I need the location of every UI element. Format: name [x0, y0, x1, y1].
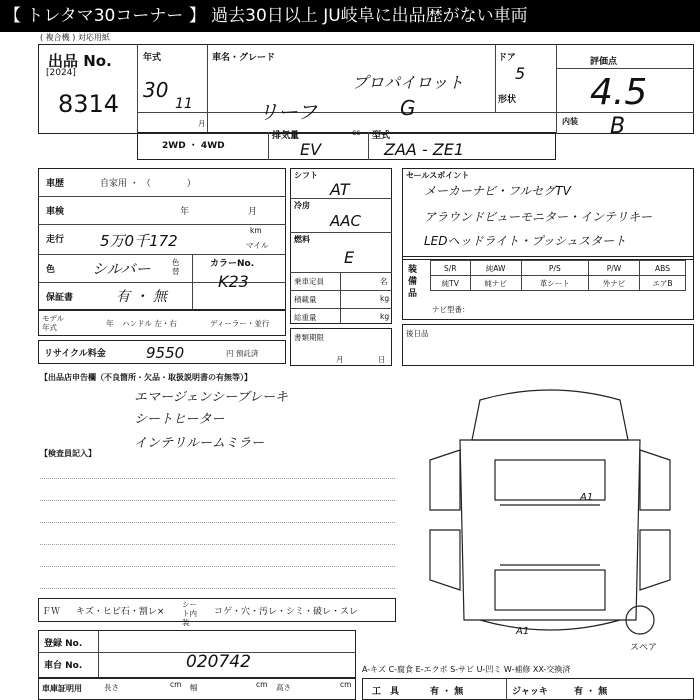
- lot-label: 出品 No.: [48, 52, 112, 70]
- dealer-label: ディーラー・並行: [210, 319, 270, 328]
- recycle-value: 9550: [146, 344, 185, 362]
- cert-length: 長さ: [104, 683, 119, 692]
- diagram-mark-bottom: A1: [516, 626, 530, 637]
- diagram-mark-side: A1: [580, 492, 594, 503]
- gross-label: 総重量: [294, 313, 317, 322]
- tools-value: 有 ・ 無: [430, 687, 464, 697]
- fuel-label: 燃料: [294, 235, 310, 244]
- inspection-label: 車検: [46, 207, 65, 217]
- history-value: 自家用 ・ （ ）: [100, 179, 196, 189]
- history-label: 車歴: [46, 179, 65, 189]
- seller-note-3: インテリルームミラー: [134, 436, 265, 451]
- color-code-label: カラーNo.: [210, 259, 255, 269]
- interior-grade: B: [610, 114, 626, 139]
- car-damage-diagram: [400, 380, 700, 640]
- load-unit: kg: [380, 294, 390, 303]
- shape-label: 形状: [498, 95, 517, 105]
- spare-label: スペア: [630, 643, 658, 653]
- ac-value: AAC: [330, 212, 361, 230]
- seat-items: コゲ・穴・汚レ・シミ・破レ・スレ: [214, 607, 359, 617]
- model-grade: プロパイロット: [352, 73, 464, 92]
- cert-height: 高さ: [276, 683, 291, 692]
- interior-label: 内装: [562, 117, 578, 126]
- year-month-unit: 月: [198, 119, 206, 128]
- rating-score: 4.5: [590, 72, 648, 113]
- fuel-value: E: [344, 248, 355, 267]
- equip-sr: S/R: [431, 261, 471, 276]
- year-month: 11: [175, 96, 193, 112]
- load-label: 積載量: [294, 295, 317, 304]
- fw-items: キズ・ヒビ石・割レ×: [76, 607, 165, 617]
- year-value: 30: [143, 78, 169, 102]
- inspection-year: 年: [180, 207, 190, 217]
- equip-ext-navi: 外ナビ: [588, 276, 639, 291]
- model-year-year: 年: [106, 319, 114, 328]
- chassis-value: 020742: [186, 652, 251, 672]
- equip-pw: P/W: [588, 261, 639, 276]
- paper-note: ( 複合機 ) 対応用紙: [40, 33, 110, 42]
- gross-unit: kg: [380, 312, 390, 321]
- engine-value: EV: [300, 140, 322, 159]
- recycle-label: リサイクル料金: [44, 349, 106, 359]
- engine-unit: cc: [352, 128, 361, 137]
- fw-label: ＦＷ: [42, 607, 61, 617]
- sales-point-2: アラウンドビューモニター・インテリキー: [424, 210, 653, 224]
- jack-label: ジャッキ: [512, 687, 548, 697]
- equip-airbag: エアB: [640, 276, 686, 291]
- mileage-unit-mile: マイル: [246, 241, 269, 250]
- year-label: 年式: [143, 53, 162, 63]
- equipment-table: [430, 260, 686, 291]
- model-code-value: ZAA - ZE1: [384, 140, 465, 159]
- cert-width: 幅: [190, 683, 198, 692]
- model-name: リーフ: [258, 100, 317, 124]
- reg-label: 登録 No.: [44, 639, 83, 649]
- equip-tv: 純TV: [431, 276, 471, 291]
- sales-points-label: セールスポイント: [406, 171, 470, 180]
- docs-day: 日: [378, 355, 386, 364]
- drive-label: 2WD ・ 4WD: [162, 141, 225, 151]
- tools-label: 工 具: [372, 687, 400, 697]
- model-label: 車名・グレード: [212, 53, 276, 63]
- warranty-value: 有 ・ 無: [116, 289, 167, 305]
- later-items-label: 後日品: [406, 329, 429, 338]
- damage-legend: A-キズ C-腐食 E-エクボ S-サビ U-凹ミ W-補修 XX-交換済: [362, 665, 571, 674]
- navi-model-label: ナビ型番：: [432, 305, 470, 314]
- color-change-label: 色替: [172, 258, 180, 276]
- seat-label: シート内装: [182, 600, 197, 627]
- equip-abs: ABS: [640, 261, 686, 276]
- model-year-label: モデル年式: [42, 314, 65, 332]
- capacity-unit: 名: [380, 277, 388, 286]
- mileage-value: 5万0千172: [100, 232, 178, 250]
- inspector-label: 【検査員記入】: [40, 449, 96, 458]
- equip-navi: 純ナビ: [470, 276, 521, 291]
- chassis-label: 車台 No.: [44, 661, 83, 671]
- model-sub: G: [400, 96, 416, 120]
- sales-point-1: メーカーナビ・フルセグTV: [424, 184, 571, 198]
- page-banner: 【 トレタマ30コーナー 】 過去30日以上 JU岐阜に出品歴がない車両: [0, 0, 700, 32]
- mileage-unit-km: km: [250, 226, 262, 235]
- doors-value: 5: [515, 64, 526, 83]
- color-label: 色: [46, 265, 56, 275]
- rating-label: 評価点: [590, 57, 618, 67]
- docs-label: 書類期限: [294, 333, 324, 342]
- engine-label: 排気量: [272, 131, 300, 141]
- seller-note-2: シートヒーター: [134, 412, 225, 427]
- equip-leather: 革シート: [521, 276, 588, 291]
- cert-unit-3: cm: [340, 680, 352, 689]
- equip-aw: 純AW: [470, 261, 521, 276]
- equip-ps: P/S: [521, 261, 588, 276]
- mileage-label: 走行: [46, 235, 65, 245]
- ac-label: 冷房: [294, 201, 310, 210]
- handle-label: ハンドル 左・右: [122, 319, 177, 328]
- equipment-label: 装備品: [408, 265, 418, 299]
- sales-point-3: LEDヘッドライト・プッシュスタート: [424, 234, 627, 248]
- lot-year-tag: [2024]: [46, 68, 76, 78]
- seller-note-1: エマージェンシーブレーキ: [134, 390, 288, 405]
- shift-label: シフト: [294, 171, 318, 180]
- doors-label: ドア: [498, 53, 516, 63]
- warranty-label: 保証書: [46, 293, 74, 303]
- recycle-unit: 円 預託済: [226, 349, 259, 358]
- capacity-label: 乗車定員: [294, 277, 324, 286]
- cert-unit-1: cm: [170, 680, 182, 689]
- seller-notes-label: 【出品店申告欄（不良箇所・欠品・取扱説明書の有無等）】: [40, 373, 252, 382]
- docs-month: 月: [336, 355, 344, 364]
- inspection-month: 月: [248, 207, 258, 217]
- shift-value: AT: [330, 180, 350, 199]
- cert-label: 車庫証明用: [42, 684, 82, 693]
- color-code: K23: [218, 272, 249, 291]
- color-value: シルバー: [92, 260, 151, 278]
- jack-value: 有 ・ 無: [574, 687, 608, 697]
- model-code-label: 型式: [372, 131, 391, 141]
- cert-unit-2: cm: [256, 680, 268, 689]
- lot-number: 8314: [58, 90, 120, 118]
